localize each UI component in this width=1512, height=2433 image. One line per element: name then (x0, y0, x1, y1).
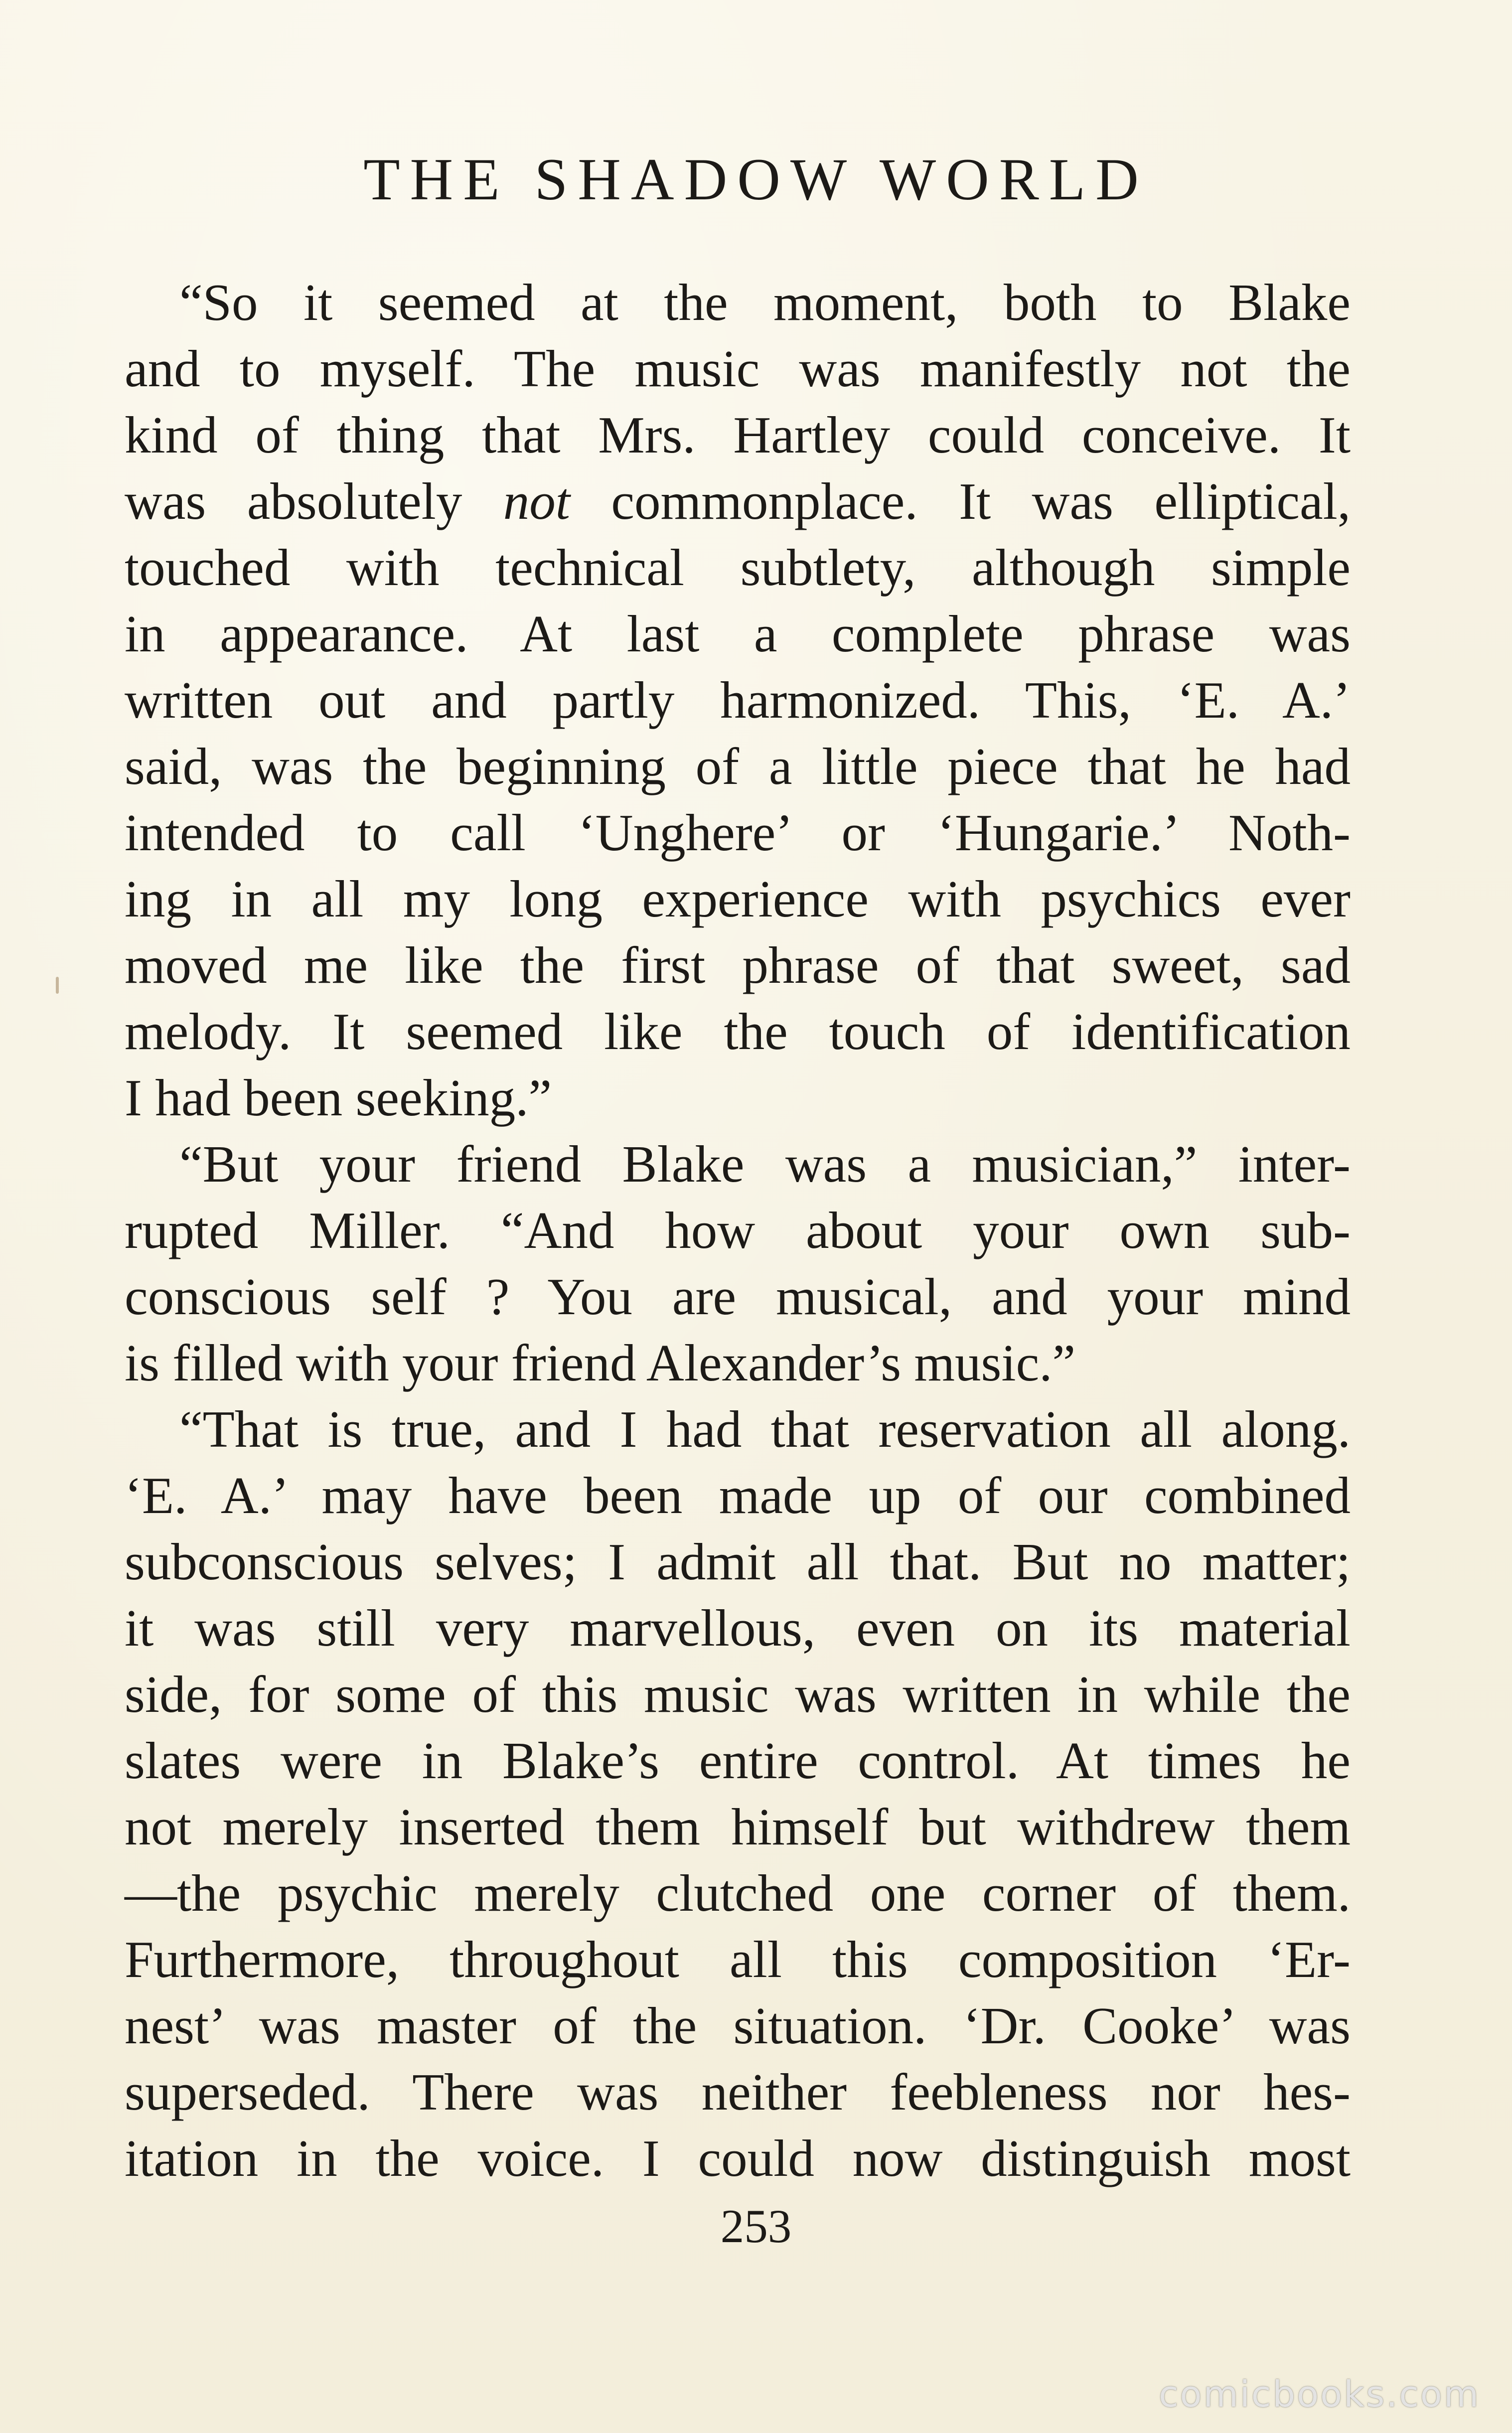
emphasis-not: not (503, 472, 570, 530)
body-text (125, 269, 1351, 2191)
text-line: it was still very marvellous, even on its material (125, 1599, 1351, 1657)
text-line: —the psychic merely clutched one corner of them. (125, 1864, 1351, 1922)
text-line: is filled with your friend Alexander’s music.” (125, 1334, 1076, 1392)
text-line: “But your friend Blake was a musician,” inter- (179, 1135, 1351, 1193)
text-line: itation in the voice. I could now distinguish most (125, 2129, 1351, 2187)
running-head: THE SHADOW WORLD (363, 146, 1149, 212)
text-line: superseded. There was neither feebleness nor hes- (125, 2063, 1351, 2121)
text-line: kind of thing that Mrs. Hartley could conceive. It (125, 406, 1351, 464)
text-line: written out and partly harmonized. This, ‘E. A.’ (125, 671, 1351, 729)
text-line (125, 468, 1351, 534)
text-segment: was absolutely (125, 472, 503, 530)
text-line: ing in all my long experience with psychics ever (125, 870, 1351, 928)
text-line: and to myself. The music was manifestly not the (125, 339, 1351, 398)
text-line: ‘E. A.’ may have been made up of our combined (125, 1466, 1351, 1524)
text-line: moved me like the first phrase of that sweet, sad (125, 936, 1351, 994)
site-watermark: comicbooks.com (1158, 2373, 1480, 2415)
text-line: melody. It seemed like the touch of identification (125, 1002, 1351, 1061)
text-line: “That is true, and I had that reservation all along. (179, 1400, 1351, 1458)
text-line: slates were in Blake’s entire control. At times he (125, 1731, 1351, 1790)
text-line: subconscious selves; I admit all that. But no matter; (125, 1532, 1351, 1591)
text-line: I had been seeking.” (125, 1068, 552, 1127)
text-line: touched with technical subtlety, although simple (125, 538, 1351, 597)
text-line: “So it seemed at the moment, both to Blake (179, 273, 1351, 331)
text-line: Furthermore, throughout all this composition ‘Er- (125, 1930, 1351, 1988)
text-line: intended to call ‘Unghere’ or ‘Hungarie.’ Noth- (125, 803, 1351, 862)
paper-blemish (56, 977, 59, 994)
text-segment: commonplace. It was elliptical, (570, 472, 1351, 530)
text-line: said, was the beginning of a little piece that he had (125, 737, 1351, 795)
text-line: in appearance. At last a complete phrase was (125, 605, 1351, 663)
text-line: rupted Miller. “And how about your own sub- (125, 1201, 1351, 1259)
text-line: conscious self ? You are musical, and your mind (125, 1267, 1351, 1326)
page-number: 253 (720, 2200, 792, 2253)
text-line: side, for some of this music was written in while the (125, 1665, 1351, 1723)
text-line: not merely inserted them himself but withdrew them (125, 1798, 1351, 1856)
text-line: nest’ was master of the situation. ‘Dr. Cooke’ was (125, 1996, 1351, 2055)
